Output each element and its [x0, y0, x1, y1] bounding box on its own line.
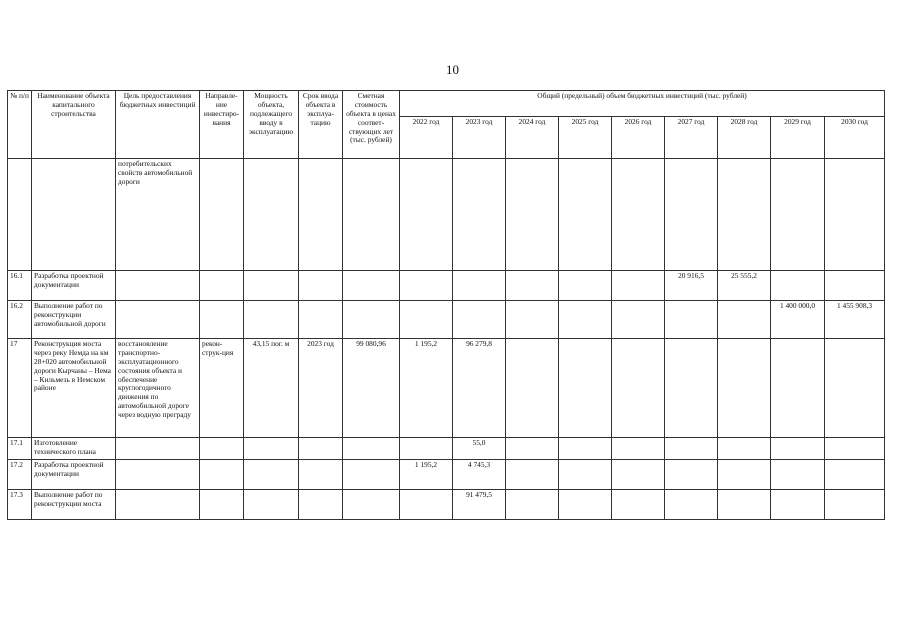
- cell-year-value: [400, 301, 453, 339]
- cell-year-value: 1 195,2: [400, 339, 453, 438]
- cell-year-value: [506, 339, 559, 438]
- cell-year-value: [559, 271, 612, 301]
- cell-year-value: [612, 460, 665, 490]
- cell-num: 17.1: [8, 438, 32, 460]
- cell-year-value: 25 555,2: [718, 271, 771, 301]
- header-name: Наименование объекта капитального строительства: [32, 91, 116, 159]
- cell-goal: [116, 271, 200, 301]
- cell-year-value: 1 400 000,0: [771, 301, 825, 339]
- cell-year-value: [771, 339, 825, 438]
- cell-capacity: [244, 271, 299, 301]
- cell-year-value: [612, 490, 665, 520]
- table-row: [8, 271, 885, 301]
- cell-cost: [343, 271, 400, 301]
- cell-year-value: [506, 438, 559, 460]
- cell-year-value: [665, 159, 718, 271]
- cell-goal: потребительских свойств автомобильной дороги: [116, 159, 200, 271]
- cell-cost: [343, 438, 400, 460]
- header-term: Срок ввода объекта в эксплуа-тацию: [299, 91, 343, 159]
- cell-term: [299, 490, 343, 520]
- cell-year-value: [665, 460, 718, 490]
- header-year: 2029 год: [771, 117, 825, 159]
- cell-year-value: [771, 271, 825, 301]
- cell-goal: [116, 301, 200, 339]
- header-year: 2022 год: [400, 117, 453, 159]
- cell-year-value: [559, 490, 612, 520]
- cell-num: [8, 159, 32, 271]
- cell-direction: [200, 159, 244, 271]
- cell-name: Разработка проектной документации: [32, 271, 116, 301]
- cell-year-value: [400, 490, 453, 520]
- cell-num: 16.1: [8, 271, 32, 301]
- header-total: Общий (предельный) объем бюджетных инвестиций (тыс. рублей): [400, 91, 885, 117]
- cell-capacity: [244, 438, 299, 460]
- cell-num: 17.2: [8, 460, 32, 490]
- cell-year-value: [400, 159, 453, 271]
- cell-year-value: 55,0: [453, 438, 506, 460]
- cell-year-value: [665, 339, 718, 438]
- cell-direction: [200, 271, 244, 301]
- cell-year-value: [825, 438, 885, 460]
- header-capacity: Мощность объекта, подлежащего вводу в эксплуатацию: [244, 91, 299, 159]
- cell-year-value: [718, 301, 771, 339]
- cell-year-value: [825, 490, 885, 520]
- cell-year-value: 4 745,3: [453, 460, 506, 490]
- header-year: 2026 год: [612, 117, 665, 159]
- cell-direction: [200, 490, 244, 520]
- cell-year-value: [718, 339, 771, 438]
- header-year: 2024 год: [506, 117, 559, 159]
- cell-year-value: 1 195,2: [400, 460, 453, 490]
- cell-term: [299, 460, 343, 490]
- table-row: [8, 460, 885, 490]
- cell-year-value: [506, 460, 559, 490]
- cell-capacity: [244, 490, 299, 520]
- header-year: 2023 год: [453, 117, 506, 159]
- page-number: 10: [446, 62, 459, 77]
- cell-year-value: [718, 460, 771, 490]
- cell-direction: [200, 460, 244, 490]
- cell-year-value: [453, 301, 506, 339]
- cell-year-value: [612, 339, 665, 438]
- cell-goal: восстановление транспортно-эксплуатационного состояния объекта и обеспечение круглогодичного движения по автомобильной дороге через водную преграду: [116, 339, 200, 438]
- cell-year-value: [665, 490, 718, 520]
- cell-year-value: [559, 438, 612, 460]
- cell-cost: 99 080,96: [343, 339, 400, 438]
- header-goal: Цель предоставления бюджетных инвестиций: [116, 91, 200, 159]
- cell-year-value: 20 916,5: [665, 271, 718, 301]
- cell-year-value: [612, 159, 665, 271]
- table-row: [8, 339, 885, 438]
- header-cost: Сметная стоимость объекта в ценах соответ-ствующих лет (тыс. рублей): [343, 91, 400, 159]
- table-row: [8, 301, 885, 339]
- cell-year-value: [665, 438, 718, 460]
- header-direction: Направле-ние инвестиро-вания: [200, 91, 244, 159]
- cell-year-value: [771, 460, 825, 490]
- cell-year-value: [718, 438, 771, 460]
- cell-name: Изготовление технического плана: [32, 438, 116, 460]
- cell-year-value: [612, 301, 665, 339]
- cell-num: 16.2: [8, 301, 32, 339]
- cell-direction: [200, 438, 244, 460]
- cell-year-value: 1 455 908,3: [825, 301, 885, 339]
- cell-year-value: [559, 301, 612, 339]
- cell-year-value: 96 279,8: [453, 339, 506, 438]
- cell-term: [299, 159, 343, 271]
- cell-term: [299, 271, 343, 301]
- header-year: 2028 год: [718, 117, 771, 159]
- cell-year-value: [771, 490, 825, 520]
- cell-year-value: [453, 159, 506, 271]
- cell-direction: рекон-струк-ция: [200, 339, 244, 438]
- cell-year-value: [665, 301, 718, 339]
- cell-goal: [116, 460, 200, 490]
- cell-year-value: 91 479,5: [453, 490, 506, 520]
- cell-term: [299, 301, 343, 339]
- cell-name: Выполнение работ по реконструкции моста: [32, 490, 116, 520]
- cell-name: Выполнение работ по реконструкции автомобильной дороги: [32, 301, 116, 339]
- cell-year-value: [825, 271, 885, 301]
- cell-year-value: [400, 271, 453, 301]
- cell-name: Реконструкция моста через реку Немда на км 28+020 автомобильной дороги Кырчаны – Нема – Кильмезь в Немском районе: [32, 339, 116, 438]
- cell-year-value: [718, 490, 771, 520]
- budget-investment-table: [7, 90, 885, 520]
- cell-year-value: [559, 460, 612, 490]
- cell-cost: [343, 301, 400, 339]
- header-year: 2025 год: [559, 117, 612, 159]
- cell-year-value: [506, 301, 559, 339]
- header-num: № п/п: [8, 91, 32, 159]
- cell-num: 17.3: [8, 490, 32, 520]
- cell-year-value: [559, 339, 612, 438]
- cell-capacity: [244, 159, 299, 271]
- cell-capacity: 43,15 пог. м: [244, 339, 299, 438]
- cell-capacity: [244, 460, 299, 490]
- cell-year-value: [612, 271, 665, 301]
- cell-num: 17: [8, 339, 32, 438]
- cell-cost: [343, 159, 400, 271]
- cell-name: [32, 159, 116, 271]
- header-year: 2030 год: [825, 117, 885, 159]
- cell-year-value: [506, 271, 559, 301]
- cell-name: Разработка проектной документации: [32, 460, 116, 490]
- table-row: [8, 438, 885, 460]
- cell-goal: [116, 438, 200, 460]
- cell-year-value: [612, 438, 665, 460]
- cell-year-value: [825, 159, 885, 271]
- cell-year-value: [453, 271, 506, 301]
- cell-year-value: [825, 339, 885, 438]
- table-row: [8, 159, 885, 271]
- cell-year-value: [559, 159, 612, 271]
- cell-term: 2023 год: [299, 339, 343, 438]
- cell-year-value: [718, 159, 771, 271]
- cell-goal: [116, 490, 200, 520]
- header-year: 2027 год: [665, 117, 718, 159]
- cell-year-value: [771, 159, 825, 271]
- cell-capacity: [244, 301, 299, 339]
- cell-direction: [200, 301, 244, 339]
- cell-year-value: [771, 438, 825, 460]
- cell-cost: [343, 460, 400, 490]
- cell-cost: [343, 490, 400, 520]
- cell-year-value: [400, 438, 453, 460]
- cell-year-value: [506, 159, 559, 271]
- cell-term: [299, 438, 343, 460]
- cell-year-value: [825, 460, 885, 490]
- cell-year-value: [506, 490, 559, 520]
- table-row: [8, 490, 885, 520]
